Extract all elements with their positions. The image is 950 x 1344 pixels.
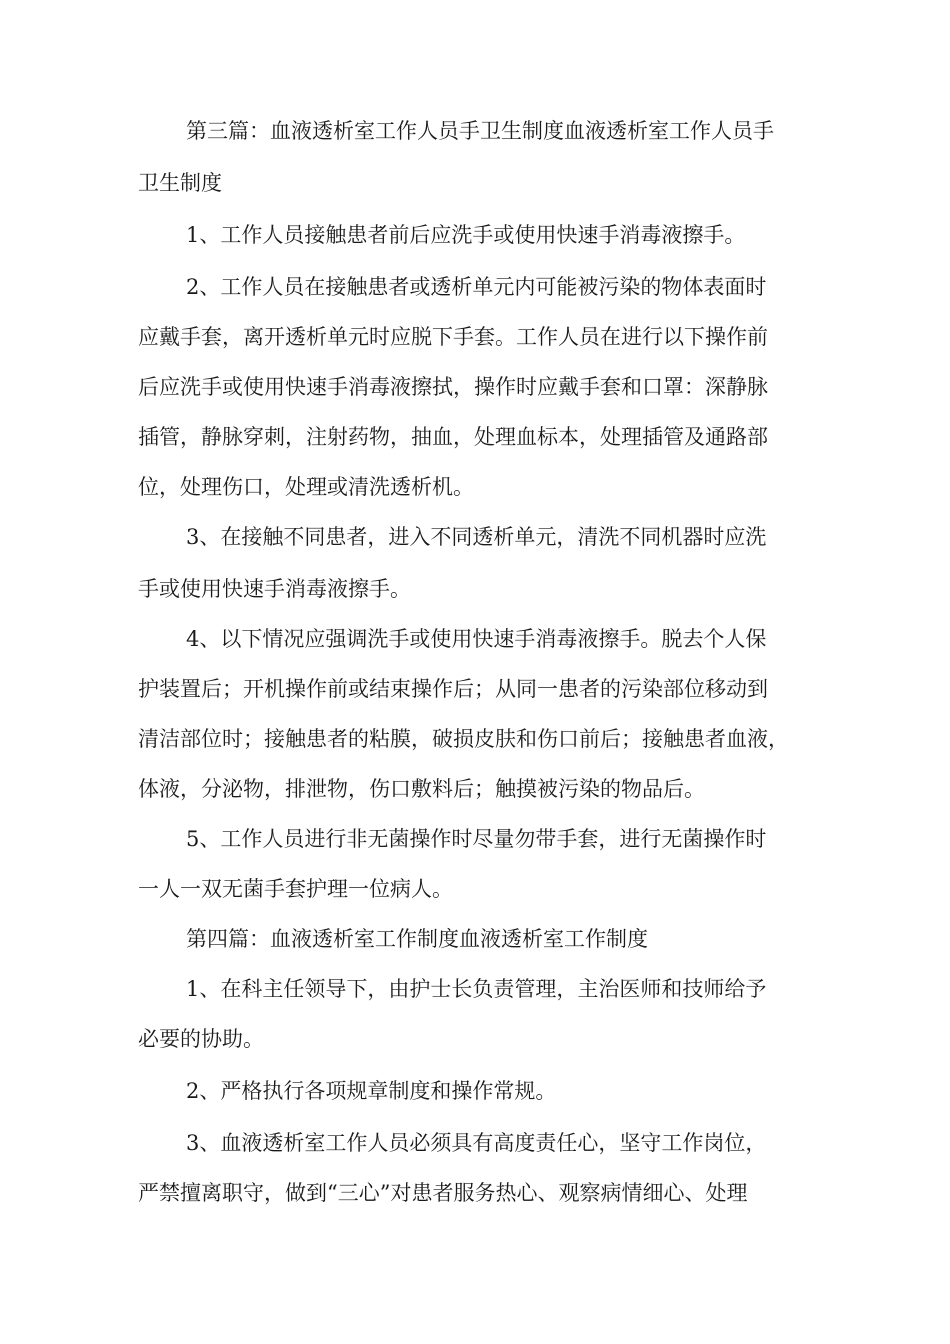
paragraph-line: 严禁擅离职守，做到“三心”对患者服务热心、观察病情细心、处理 <box>138 1181 748 1205</box>
section-4-title: 第四篇：血液透析室工作制度血液透析室工作制度 <box>186 927 648 951</box>
paragraph-line: 体液，分泌物，排泄物，伤口敷料后；触摸被污染的物品后。 <box>138 777 705 801</box>
paragraph-line: 1、工作人员接触患者前后应洗手或使用快速手消毒液擦手。 <box>186 223 746 247</box>
paragraph-line: 应戴手套，离开透析单元时应脱下手套。工作人员在进行以下操作前 <box>138 325 768 349</box>
section-3-title-cont: 卫生制度 <box>138 171 222 195</box>
paragraph-line: 清洁部位时；接触患者的粘膜，破损皮肤和伤口前后；接触患者血液， <box>138 727 789 751</box>
paragraph-line: 后应洗手或使用快速手消毒液擦拭，操作时应戴手套和口罩：深静脉 <box>138 375 768 399</box>
section-3-title: 第三篇：血液透析室工作人员手卫生制度血液透析室工作人员手 <box>186 119 774 143</box>
paragraph-line: 一人一双无菌手套护理一位病人。 <box>138 877 453 901</box>
paragraph-line: 2、工作人员在接触患者或透析单元内可能被污染的物体表面时 <box>186 275 767 299</box>
paragraph-line: 手或使用快速手消毒液擦手。 <box>138 577 411 601</box>
paragraph-line: 插管，静脉穿刺，注射药物，抽血，处理血标本，处理插管及通路部 <box>138 425 768 449</box>
paragraph-line: 2、严格执行各项规章制度和操作常规。 <box>186 1079 557 1103</box>
paragraph-line: 5、工作人员进行非无菌操作时尽量勿带手套，进行无菌操作时 <box>186 827 767 851</box>
paragraph-line: 4、以下情况应强调洗手或使用快速手消毒液擦手。脱去个人保 <box>186 627 767 651</box>
paragraph-line: 3、血液透析室工作人员必须具有高度责任心，坚守工作岗位， <box>186 1131 767 1155</box>
paragraph-line: 1、在科主任领导下，由护士长负责管理，主治医师和技师给予 <box>186 977 767 1001</box>
paragraph-line: 位，处理伤口，处理或清洗透析机。 <box>138 475 474 499</box>
paragraph-line: 必要的协助。 <box>138 1027 264 1051</box>
paragraph-line: 护装置后；开机操作前或结束操作后；从同一患者的污染部位移动到 <box>138 677 768 701</box>
paragraph-line: 3、在接触不同患者，进入不同透析单元，清洗不同机器时应洗 <box>186 525 767 549</box>
